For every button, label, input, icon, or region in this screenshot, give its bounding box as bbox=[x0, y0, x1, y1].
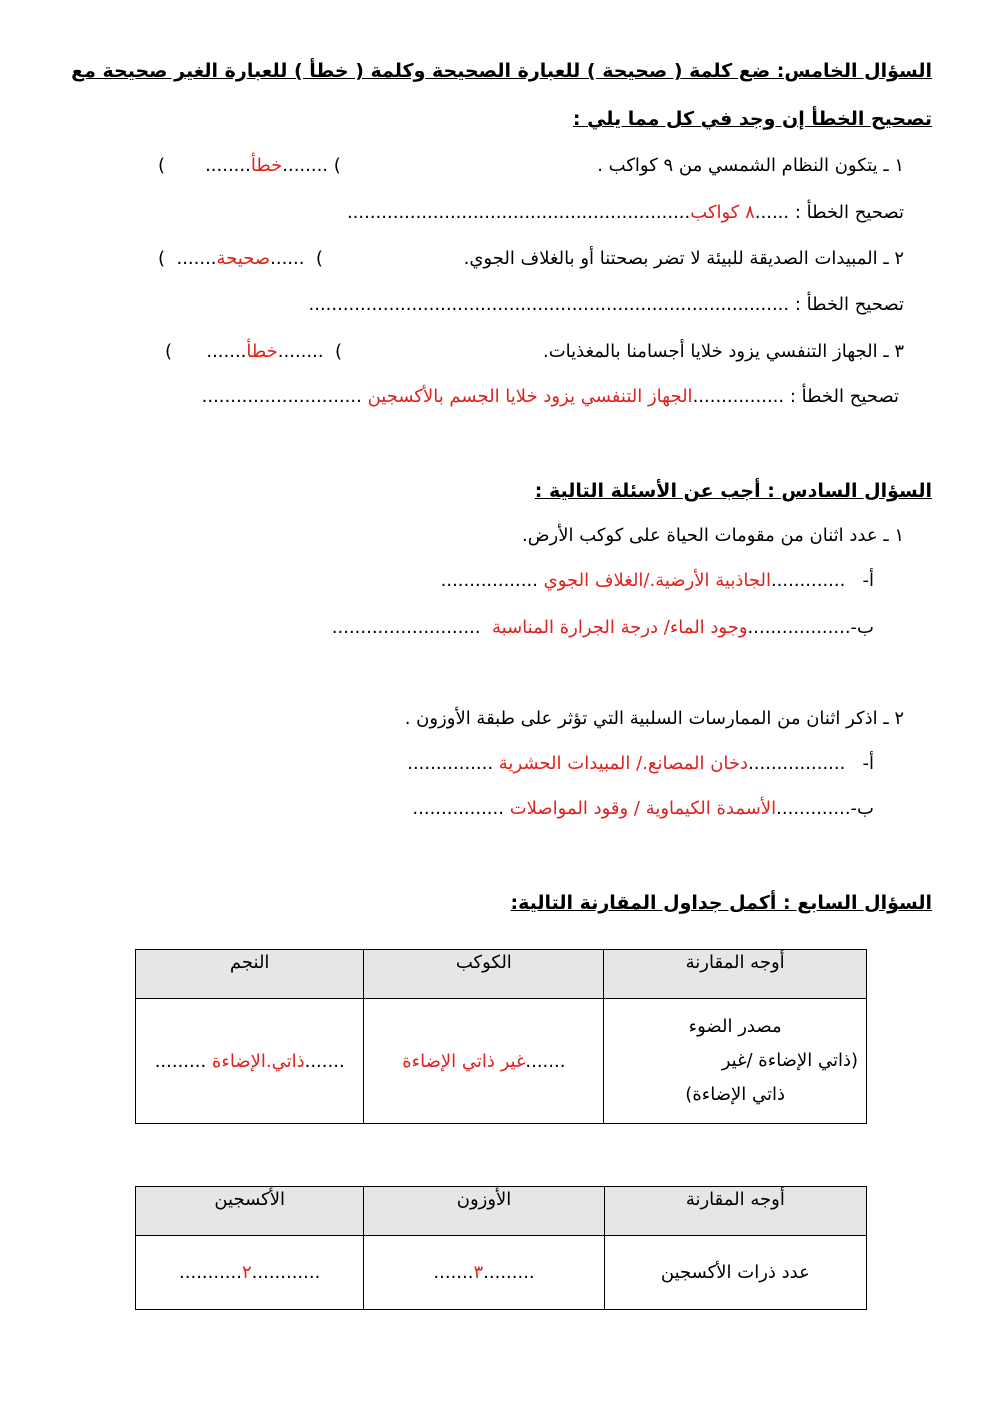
q5-statement-3: ٣ ـ الجهاز التنفسي يزود خلايا أجسامنا بالمغذيات. bbox=[542, 341, 904, 362]
comparison-table-2 bbox=[135, 1186, 867, 1310]
table1-star-answer: ذاتي.الإضاءة bbox=[211, 1050, 305, 1072]
q7-heading: السؤال السابع : أكمل جداول المقارنة التالية: bbox=[510, 892, 932, 914]
q5-answer-2: ) ......صحيحة....... ) bbox=[158, 248, 323, 269]
marker: ب- bbox=[850, 617, 874, 638]
correction-label-3: تصحيح الخطأ : bbox=[789, 386, 899, 407]
row-label-line3: ذاتي الإضاءة) bbox=[685, 1084, 785, 1105]
q5-correction-1: تصحيح الخطأ : ......٨ كواكب............................................................ bbox=[346, 202, 904, 223]
q5-answer-1-word: خطأ bbox=[250, 155, 283, 176]
q5-correction-3: تصحيح الخطأ : ................الجهاز التنفسي يزود خلايا الجسم بالأكسجين ............................ bbox=[201, 386, 899, 407]
q5-heading-line2: تصحيح الخطأ إن وجد في كل مما يلي : bbox=[572, 108, 932, 130]
table1-header-star: النجم bbox=[136, 950, 364, 999]
q5-correction-2: تصحيح الخطأ : .................................................................................... bbox=[308, 294, 904, 315]
q5-statement-2: ٢ ـ المبيدات الصديقة للبيئة لا تضر بصحتنا أو بالغلاف الجوي. bbox=[463, 248, 904, 269]
correction-label-1: تصحيح الخطأ : bbox=[794, 202, 904, 223]
table1-header-planet: الكوكب bbox=[364, 950, 604, 999]
q6-answer-1a: أ- .............الجاذبية الأرضية./الغلاف الجوي ................. bbox=[440, 570, 874, 591]
q6-answer-2b: ب-.............الأسمدة الكيماوية / وقود المواصلات ................ bbox=[412, 798, 874, 819]
q6-question-1: ١ ـ عدد اثنان من مقومات الحياة على كوكب الأرض. bbox=[522, 525, 904, 546]
q6-answer-1b-text: وجود الماء/ درجة الجرارة المناسبة bbox=[492, 617, 748, 638]
correction-label-2: تصحيح الخطأ : bbox=[794, 294, 904, 315]
q6-heading: السؤال السادس : أجب عن الأسئلة التالية : bbox=[534, 480, 932, 502]
q5-correction-1-text: ٨ كواكب bbox=[690, 202, 755, 223]
comparison-table-1 bbox=[135, 949, 867, 1124]
table1-planet-answer: غير ذاتي الإضاءة bbox=[402, 1050, 526, 1072]
table2-row-label: عدد ذرات الأكسجين bbox=[604, 1236, 866, 1310]
table2-ozone-cell: .........٣....... bbox=[364, 1236, 604, 1310]
table2-ozone-answer: ٣ bbox=[473, 1262, 484, 1283]
q5-answer-3-word: خطأ bbox=[246, 341, 278, 362]
q5-statement-1: ١ ـ يتكون النظام الشمسي من ٩ كواكب . bbox=[597, 155, 904, 176]
marker: ب- bbox=[850, 798, 874, 819]
row-label-line2: (ذاتي الإضاءة /غير bbox=[721, 1050, 858, 1071]
table1-header-aspect: أوجه المقارنة bbox=[604, 950, 867, 999]
table2-oxygen-answer: ٢ bbox=[241, 1262, 252, 1283]
table1-star-cell: .......ذاتي.الإضاءة ......... bbox=[136, 999, 364, 1124]
marker: أ- bbox=[862, 570, 874, 591]
table1-planet-cell: .......غير ذاتي الإضاءة bbox=[364, 999, 604, 1124]
q6-answer-1b: ب-..................وجود الماء/ درجة الجرارة المناسبة .......................... bbox=[331, 617, 874, 638]
q6-answer-2a-text: دخان المصانع./ المبيدات الحشرية bbox=[498, 753, 749, 774]
marker: أ- bbox=[862, 753, 874, 774]
q5-answer-3: ) ........خطأ....... ) bbox=[165, 341, 343, 362]
table1-row-label bbox=[604, 999, 867, 1124]
q6-answer-1a-text: الجاذبية الأرضية./الغلاف الجوي bbox=[543, 570, 771, 591]
table2-header-oxygen: الأكسجين bbox=[136, 1187, 364, 1236]
q5-answer-2-word: صحيحة bbox=[216, 248, 271, 269]
table2-oxygen-cell: ............٢........... bbox=[136, 1236, 364, 1310]
q6-question-2: ٢ ـ اذكر اثنان من الممارسات السلبية التي تؤثر على طبقة الأوزون . bbox=[404, 708, 904, 729]
table2-header-ozone: الأوزون bbox=[364, 1187, 604, 1236]
row-label-line1: مصدر الضوء bbox=[688, 1016, 782, 1037]
q5-answer-1: ) ........خطأ........ ) bbox=[158, 155, 341, 176]
q5-correction-3-text: الجهاز التنفسي يزود خلايا الجسم بالأكسجين bbox=[367, 386, 693, 407]
q6-answer-2b-text: الأسمدة الكيماوية / وقود المواصلات bbox=[509, 798, 777, 819]
q5-heading-line1: السؤال الخامس: ضع كلمة ( صحيحة ) للعبارة الصحيحة وكلمة ( خطأ ) للعبارة الغير صحيحة مع bbox=[71, 60, 932, 82]
table2-header-aspect: أوجه المقارنة bbox=[604, 1187, 866, 1236]
q6-answer-2a: أ- .................دخان المصانع./ المبيدات الحشرية ............... bbox=[407, 753, 874, 774]
